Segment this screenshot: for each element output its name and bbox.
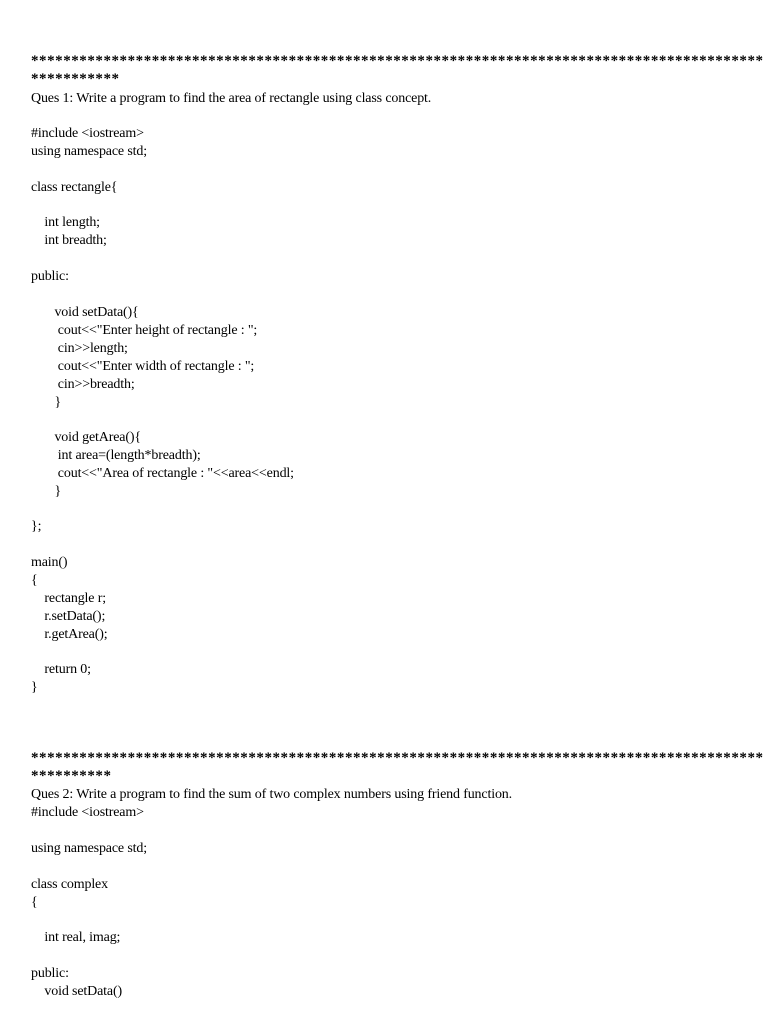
code-line: class rectangle{ xyxy=(31,180,118,195)
code-line: #include <iostream> xyxy=(31,805,144,820)
code-line: public: xyxy=(31,269,69,284)
code-line: void setData(){ xyxy=(31,305,139,320)
separator-line: ********** xyxy=(31,768,112,784)
code-line: } xyxy=(31,484,62,499)
code-line: return 0; xyxy=(31,662,91,677)
code-line: { xyxy=(31,895,38,910)
code-line: int breadth; xyxy=(31,233,107,248)
code-line: public: xyxy=(31,966,69,981)
code-line: main() xyxy=(31,555,68,570)
code-line: cin>>length; xyxy=(31,341,128,356)
separator-line: ******************************************************************************************* xyxy=(31,750,764,766)
code-line: } xyxy=(31,680,38,695)
code-line: void getArea(){ xyxy=(31,430,141,445)
code-line: #include <iostream> xyxy=(31,126,144,141)
code-line: using namespace std; xyxy=(31,144,147,159)
code-line: cout<<"Area of rectangle : "<<area<<endl; xyxy=(31,466,294,481)
code-line: cin>>breadth; xyxy=(31,377,135,392)
question-2-heading: Ques 2: Write a program to find the sum of two complex numbers using friend function. xyxy=(31,787,512,802)
question-1-heading: Ques 1: Write a program to find the area of rectangle using class concept. xyxy=(31,91,432,106)
code-line: cout<<"Enter width of rectangle : "; xyxy=(31,359,255,374)
code-line: using namespace std; xyxy=(31,841,147,856)
code-line: { xyxy=(31,573,38,588)
separator-line: *********** xyxy=(31,71,120,87)
code-line: int area=(length*breadth); xyxy=(31,448,201,463)
code-line: cout<<"Enter height of rectangle : "; xyxy=(31,323,258,338)
code-line: int real, imag; xyxy=(31,930,121,945)
separator-line: ******************************************************************************************* xyxy=(31,53,764,69)
code-line: r.getArea(); xyxy=(31,627,108,642)
code-line: rectangle r; xyxy=(31,591,106,606)
code-line: }; xyxy=(31,519,42,534)
code-line: void setData() xyxy=(31,984,122,999)
code-line: } xyxy=(31,395,62,410)
code-line: int length; xyxy=(31,215,100,230)
code-line: class complex xyxy=(31,877,108,892)
code-line: r.setData(); xyxy=(31,609,106,624)
